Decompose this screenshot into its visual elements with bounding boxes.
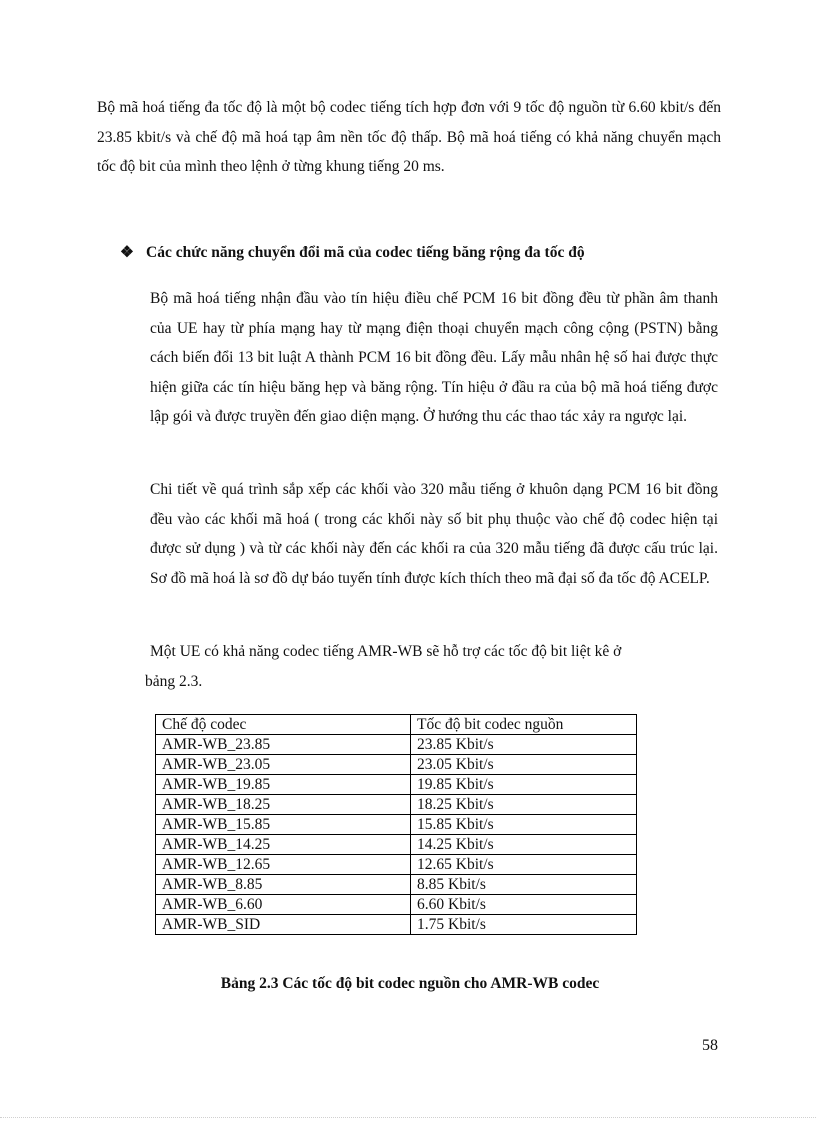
- table-row: [156, 735, 637, 755]
- table-row: [156, 775, 637, 795]
- section-heading: [120, 241, 740, 265]
- footer-divider: [0, 1117, 816, 1118]
- table-row: [156, 815, 637, 835]
- table-header-cell: Tốc độ bit codec nguồn: [411, 715, 637, 735]
- diamond-bullet-icon: ❖: [120, 244, 134, 261]
- paragraph-ue-support-line2: bảng 2.3.: [145, 672, 203, 690]
- codec-rate-table: [155, 714, 637, 935]
- table-cell-mode: AMR-WB_15.85: [156, 815, 411, 835]
- paragraph-ue-support-line1: Một UE có khả năng codec tiếng AMR-WB sẽ hỗ trợ các tốc độ bit liệt kê ở: [150, 643, 622, 660]
- table-row: [156, 835, 637, 855]
- paragraph-ue-support: [145, 637, 718, 696]
- table-cell-mode: AMR-WB_SID: [156, 915, 411, 935]
- table-cell-rate: 14.25 Kbit/s: [411, 835, 637, 855]
- paragraph-block-details: Chi tiết về quá trình sắp xếp các khối vào 320 mẫu tiếng ở khuôn dạng PCM 16 bit đồng đều vào các khối mã hoá ( trong các khối này số bit phụ thuộc vào chế độ codec hiện tại được sử dụng ) và từ các khối này đến các khối ra của 320 mẫu tiếng đã được cấu trúc lại. Sơ đồ mã hoá là sơ đồ dự báo tuyến tính được kích thích theo mã đại số đa tốc độ ACELP.: [150, 481, 718, 587]
- table-header-row: [156, 715, 637, 735]
- table-cell-rate: 19.85 Kbit/s: [411, 775, 637, 795]
- table-cell-mode: AMR-WB_23.05: [156, 755, 411, 775]
- paragraph-pcm-input: Bộ mã hoá tiếng nhận đầu vào tín hiệu điều chế PCM 16 bit đồng đều từ phần âm thanh của UE hay từ phía mạng hay từ mạng điện thoại chuyển mạch công cộng (PSTN) bằng cách biến đổi 13 bit luật A thành PCM 16 bit đồng đều. Lấy mẫu nhân hệ số hai được thực hiện giữa các tín hiệu băng hẹp và băng rộng. Tín hiệu ở đầu ra của bộ mã hoá tiếng được lập gói và được truyền đến giao diện mạng. Ở hướng thu các thao tác xảy ra ngược lại.: [150, 290, 718, 425]
- table-cell-mode: AMR-WB_6.60: [156, 895, 411, 915]
- table-cell-rate: 8.85 Kbit/s: [411, 875, 637, 895]
- table-cell-rate: 23.05 Kbit/s: [411, 755, 637, 775]
- table-header-cell: Chế độ codec: [156, 715, 411, 735]
- table-cell-mode: AMR-WB_12.65: [156, 855, 411, 875]
- intro-paragraph: Bộ mã hoá tiếng đa tốc độ là một bộ codec tiếng tích hợp đơn với 9 tốc độ nguồn từ 6.60 kbit/s đến 23.85 kbit/s và chế độ mã hoá tạp âm nền tốc độ thấp. Bộ mã hoá tiếng có khả năng chuyển mạch tốc độ bit của mình theo lệnh ở từng khung tiếng 20 ms.: [97, 99, 721, 175]
- section-heading-text: Các chức năng chuyển đổi mã của codec tiếng băng rộng đa tốc độ: [146, 244, 585, 261]
- table-row: [156, 875, 637, 895]
- table-row: [156, 915, 637, 935]
- table-row: [156, 755, 637, 775]
- table-cell-rate: 1.75 Kbit/s: [411, 915, 637, 935]
- table-cell-mode: AMR-WB_14.25: [156, 835, 411, 855]
- page-number: 58: [702, 1037, 718, 1054]
- table-row: [156, 795, 637, 815]
- table-row: [156, 855, 637, 875]
- table-cell-rate: 18.25 Kbit/s: [411, 795, 637, 815]
- table-cell-rate: 23.85 Kbit/s: [411, 735, 637, 755]
- table-cell-rate: 15.85 Kbit/s: [411, 815, 637, 835]
- table-cell-mode: AMR-WB_18.25: [156, 795, 411, 815]
- table-row: [156, 895, 637, 915]
- table-cell-mode: AMR-WB_19.85: [156, 775, 411, 795]
- table-cell-rate: 12.65 Kbit/s: [411, 855, 637, 875]
- table-cell-mode: AMR-WB_8.85: [156, 875, 411, 895]
- table-caption: Bảng 2.3 Các tốc độ bit codec nguồn cho AMR-WB codec: [220, 975, 600, 992]
- table-cell-rate: 6.60 Kbit/s: [411, 895, 637, 915]
- table-cell-mode: AMR-WB_23.85: [156, 735, 411, 755]
